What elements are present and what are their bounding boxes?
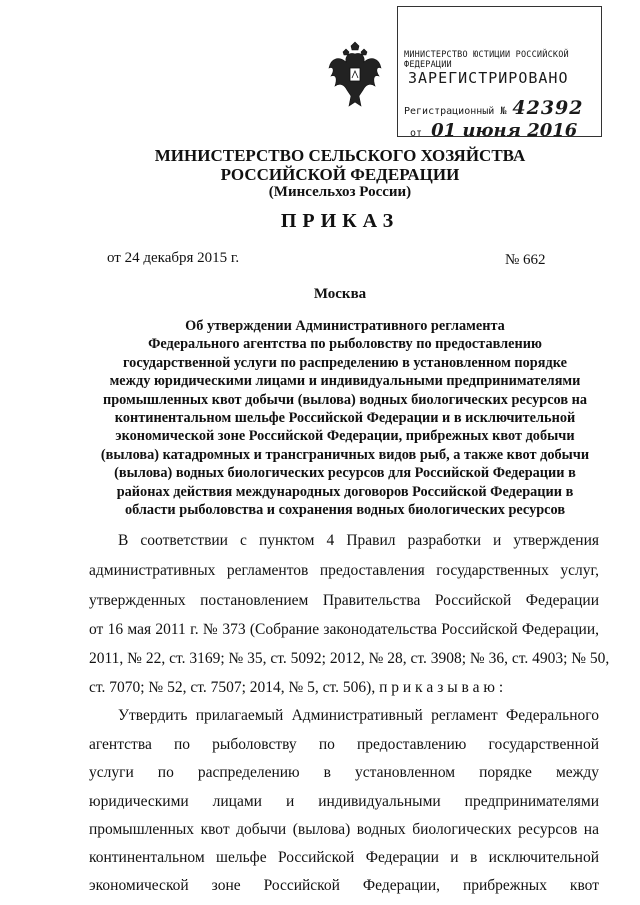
body-line: ст. 7070; № 52, ст. 7507; 2014, № 5, ст. 506), п р и к а з ы в а ю :	[89, 679, 504, 696]
heading-line: районах действия международных договоров Российской Федерации в	[116, 483, 574, 500]
heading-line: (вылова) водных биологических ресурсов для Российской Федерации в	[114, 465, 576, 482]
heading-line: (вылова) катадромных и трансграничных видов рыб, а также квот добычи	[100, 446, 590, 463]
heading-line: Федерального агентства по рыболовству по предоставлению	[148, 336, 542, 353]
body-line: юридическими лицами и индивидуальными предпринимателями	[89, 793, 599, 810]
body-line: В соответствии с пунктом 4 Правил разработки и утверждения	[118, 532, 599, 549]
stamp-reg-number: Регистрационный № 42392	[404, 97, 584, 119]
coat-of-arms-icon	[325, 40, 385, 116]
body-line: 2011, № 22, ст. 3169; № 35, ст. 5092; 2012, № 28, ст. 3908; № 36, ст. 4903; № 50,	[89, 650, 610, 667]
stamp-registered: ЗАРЕГИСТРИРОВАНО	[408, 69, 569, 87]
body-line: агентства по рыболовству по предоставлению государственной	[89, 736, 599, 753]
stamp-date: от 01 июня 2016	[410, 120, 578, 141]
body-line: промышленных квот добычи (вылова) водных биологических ресурсов на	[89, 821, 599, 838]
heading-line: экономической зоне Российской Федерации, прибрежных квот добычи	[115, 428, 575, 445]
order-date: от 24 декабря 2015 г.	[107, 250, 240, 266]
body-line: Утвердить прилагаемый Административный регламент Федерального	[118, 707, 599, 724]
document-type: ПРИКАЗ	[280, 210, 400, 232]
heading-line: государственной услуги по распределению в установленном порядке	[123, 354, 567, 371]
heading-line: между юридическими лицами и индивидуальными предпринимателями	[109, 373, 581, 390]
order-number: № 662	[505, 252, 546, 268]
body-line: утвержденных постановлением Правительства Российской Федерации	[89, 592, 599, 609]
order-heading	[75, 317, 615, 519]
ministry-title: МИНИСТЕРСТВО СЕЛЬСКОГО ХОЗЯЙСТВА РОССИЙСКОЙ ФЕДЕРАЦИИ	[154, 146, 526, 184]
body-line: континентальном шельфе Российской Федерации и в исключительной	[89, 849, 599, 866]
heading-line: континентальном шельфе Российской Федерации и в исключительной	[114, 410, 576, 427]
body-line: административных регламентов предоставления государственных услуг,	[89, 562, 599, 579]
stamp-ministry: МИНИСТЕРСТВО ЮСТИЦИИ РОССИЙСКОЙ ФЕДЕРАЦИИ	[404, 50, 569, 70]
ministry-short-name: (Минсельхоз России)	[268, 184, 412, 200]
heading-line: промышленных квот добычи (вылова) водных биологических ресурсов на	[102, 391, 588, 408]
city: Москва	[313, 286, 367, 302]
registration-stamp	[397, 6, 602, 141]
body-line: экономической зоне Российской Федерации, прибрежных квот	[89, 877, 599, 894]
heading-line: Об утверждении Административного регламента	[185, 318, 505, 334]
body-line: услуги по распределению в установленном порядке между	[89, 764, 599, 781]
heading-line: области рыболовства и сохранения водных биологических ресурсов	[124, 502, 566, 519]
body-line: от 16 мая 2011 г. № 373 (Собрание законодательства Российской Федерации,	[89, 621, 599, 638]
